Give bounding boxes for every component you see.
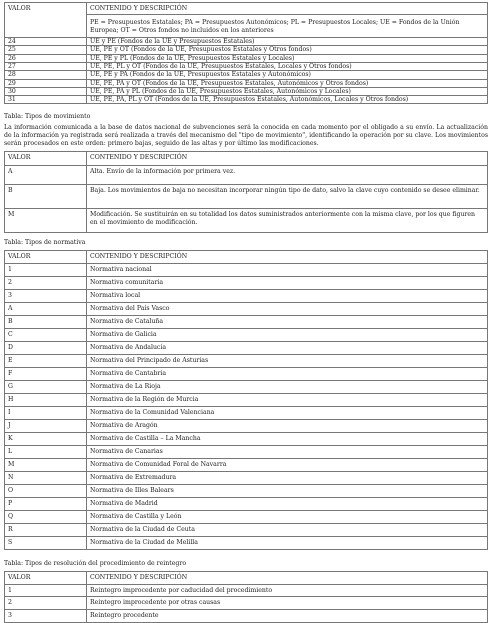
cell-descripcion: UE, PE, PA, PL y OT (Fondos de la UE, Presupuestos Estatales, Autonómicos, Locales y Otros fondos) <box>87 96 488 104</box>
cell-descripcion: Alta. Envío de la información por primera vez. <box>87 166 488 185</box>
table-row <box>5 537 488 550</box>
cell-descripcion: Normativa de la Región de Murcia <box>87 394 488 407</box>
cell-descripcion: Normativa de Castilla y León <box>87 511 488 524</box>
cell-descripcion: UE, PE, PL y OT (Fondos de la UE, Presupuestos Estatales, Locales y Otros fondos) <box>87 62 488 70</box>
cell-valor: O <box>5 485 87 498</box>
cell-valor: B <box>5 316 87 329</box>
table-row <box>5 433 488 446</box>
cell-valor: I <box>5 407 87 420</box>
reintegro-caption: Tabla: Tipos de resolución del procedimiento de reintegro <box>4 560 187 568</box>
header-valor: VALOR <box>5 3 87 38</box>
table-row <box>5 368 488 381</box>
cell-valor: 29 <box>5 79 87 87</box>
document-page <box>4 2 488 623</box>
cell-valor: C <box>5 329 87 342</box>
movimiento-paragraph: La información comunicada a la base de datos nacional de subvenciones será la conocida en cada momento por el obligado a su envío. La actualización de la información ya registrada será realizada a través del mecanismo del "tipo de movimiento", identificando la operación por su clave. Los movimientos serán procesados en este orden: primero bajas, seguido de las altas y por último las modificaciones. <box>4 124 488 147</box>
cell-descripcion: UE, PE y PL (Fondos de la UE, Presupuestos Estatales y Locales) <box>87 54 488 62</box>
table-row <box>5 290 488 303</box>
cell-descripcion: Normativa de Illes Balears <box>87 485 488 498</box>
cell-valor: M <box>5 209 87 233</box>
cell-descripcion: Normativa local <box>87 290 488 303</box>
cell-valor: 27 <box>5 62 87 70</box>
cell-descripcion: UE y PE (Fondos de la UE y Presupuestos Estatales) <box>87 37 488 45</box>
cell-descripcion: Reintegro improcedente por otras causas <box>87 597 488 610</box>
cell-descripcion: Baja. Los movimientos de baja no necesitan incorporar ningún tipo de dato, salvo la clave cuyo contenido se desee eliminar. <box>87 185 488 209</box>
cell-descripcion: Normativa del Principado de Asturias <box>87 355 488 368</box>
cell-valor: 3 <box>5 610 87 623</box>
cell-descripcion: Normativa de Castilla – La Mancha <box>87 433 488 446</box>
reintegro-table <box>4 571 488 623</box>
cell-descripcion: Normativa de Comunidad Foral de Navarra <box>87 459 488 472</box>
header-valor: VALOR <box>5 571 87 584</box>
cell-descripcion: Normativa de la Ciudad de Melilla <box>87 537 488 550</box>
table-row <box>5 459 488 472</box>
cell-valor: R <box>5 524 87 537</box>
table-row <box>5 394 488 407</box>
cell-valor: P <box>5 498 87 511</box>
cell-descripcion: Normativa nacional <box>87 264 488 277</box>
cell-valor: A <box>5 166 87 185</box>
cell-valor: J <box>5 420 87 433</box>
cell-valor: Q <box>5 511 87 524</box>
cell-valor: 25 <box>5 46 87 54</box>
cell-valor: B <box>5 185 87 209</box>
cell-valor: 24 <box>5 37 87 45</box>
table-row <box>5 37 488 45</box>
cell-descripcion: Reintegro improcedente por caducidad del procedimiento <box>87 584 488 597</box>
movimiento-table <box>4 151 488 233</box>
table-row <box>5 420 488 433</box>
cell-valor: 31 <box>5 96 87 104</box>
normativa-table <box>4 250 488 550</box>
cell-valor: 1 <box>5 264 87 277</box>
table-row <box>5 342 488 355</box>
cell-valor: D <box>5 342 87 355</box>
table-header-row <box>5 251 488 264</box>
cell-valor: S <box>5 537 87 550</box>
header-contenido: CONTENIDO Y DESCRIPCIÓN <box>87 3 488 15</box>
cell-valor: G <box>5 381 87 394</box>
table-row <box>5 597 488 610</box>
cell-descripcion: Normativa de la Ciudad de Ceuta <box>87 524 488 537</box>
header-valor: VALOR <box>5 251 87 264</box>
cell-descripcion: UE, PE y PA (Fondos de la UE, Presupuestos Estatales y Autonómicos) <box>87 71 488 79</box>
table-row <box>5 355 488 368</box>
table-row <box>5 166 488 185</box>
cell-descripcion: Normativa comunitaria <box>87 277 488 290</box>
cell-valor: 30 <box>5 87 87 95</box>
header-contenido: CONTENIDO Y DESCRIPCIÓN <box>87 152 488 166</box>
table-row <box>5 329 488 342</box>
table-row <box>5 96 488 104</box>
table-row <box>5 54 488 62</box>
cell-descripcion: UE, PE y OT (Fondos de la UE, Presupuestos Estatales y Otros fondos) <box>87 46 488 54</box>
cell-descripcion: Reintegro procedente <box>87 610 488 623</box>
cell-descripcion: Normativa de Canarias <box>87 446 488 459</box>
header-contenido: CONTENIDO Y DESCRIPCIÓN <box>87 251 488 264</box>
cell-descripcion: Normativa de Madrid <box>87 498 488 511</box>
header-contenido: CONTENIDO Y DESCRIPCIÓN <box>87 571 488 584</box>
table-row <box>5 185 488 209</box>
table-row <box>5 264 488 277</box>
cell-descripcion: Modificación. Se sustituirán en su totalidad los datos suministrados anteriormente con la misma clave, por los que figuren en el movimiento de modificación. <box>87 209 488 233</box>
cell-valor: L <box>5 446 87 459</box>
cell-descripcion: Normativa de Extremadura <box>87 472 488 485</box>
table-row <box>5 79 488 87</box>
table-row <box>5 209 488 233</box>
cell-descripcion: Normativa de Galicia <box>87 329 488 342</box>
cell-valor: 26 <box>5 54 87 62</box>
table-row <box>5 46 488 54</box>
table-row <box>5 87 488 95</box>
cell-descripcion: Normativa del País Vasco <box>87 303 488 316</box>
cell-valor: 28 <box>5 71 87 79</box>
header-valor: VALOR <box>5 152 87 166</box>
table-row <box>5 446 488 459</box>
table-row <box>5 498 488 511</box>
table-header-row <box>5 3 488 15</box>
cell-valor: M <box>5 459 87 472</box>
table-header-row <box>5 152 488 166</box>
cell-valor: 1 <box>5 584 87 597</box>
cell-valor: 2 <box>5 277 87 290</box>
table-row <box>5 610 488 623</box>
table-header-row <box>5 571 488 584</box>
table-row <box>5 277 488 290</box>
cell-descripcion: Normativa de Andalucía <box>87 342 488 355</box>
fondos-legend: PE = Presupuestos Estatales; PA = Presupuestos Autonómicos; PL = Presupuestos Locales; UE = Fondos de la Unión Europea; OT = Otros fondos no incluidos en los anteriores <box>87 15 488 38</box>
cell-valor: H <box>5 394 87 407</box>
cell-descripcion: Normativa de Cantabria <box>87 368 488 381</box>
table-row <box>5 71 488 79</box>
cell-valor: K <box>5 433 87 446</box>
cell-valor: A <box>5 303 87 316</box>
movimiento-caption: Tabla: Tipos de movimiento <box>4 113 91 121</box>
cell-valor: 2 <box>5 597 87 610</box>
cell-valor: E <box>5 355 87 368</box>
table-row <box>5 524 488 537</box>
table-row <box>5 316 488 329</box>
table-row <box>5 303 488 316</box>
fondos-table <box>4 2 488 104</box>
cell-descripcion: Normativa de la Comunidad Valenciana <box>87 407 488 420</box>
cell-descripcion: Normativa de Cataluña <box>87 316 488 329</box>
cell-descripcion: UE, PE, PA y OT (Fondos de la UE, Presupuestos Estatales, Autonómicos y Otros fondos) <box>87 79 488 87</box>
table-row <box>5 584 488 597</box>
table-row <box>5 485 488 498</box>
table-row <box>5 472 488 485</box>
cell-descripcion: Normativa de La Rioja <box>87 381 488 394</box>
table-row <box>5 407 488 420</box>
cell-valor: F <box>5 368 87 381</box>
cell-valor: 3 <box>5 290 87 303</box>
table-row <box>5 62 488 70</box>
table-row <box>5 511 488 524</box>
cell-descripcion: Normativa de Aragón <box>87 420 488 433</box>
normativa-caption: Tabla: Tipos de normativa <box>4 239 86 247</box>
table-row <box>5 381 488 394</box>
cell-valor: N <box>5 472 87 485</box>
cell-descripcion: UE, PE, PA y PL (Fondos de la UE, Presupuestos Estatales, Autonómicos y Locales) <box>87 87 488 95</box>
